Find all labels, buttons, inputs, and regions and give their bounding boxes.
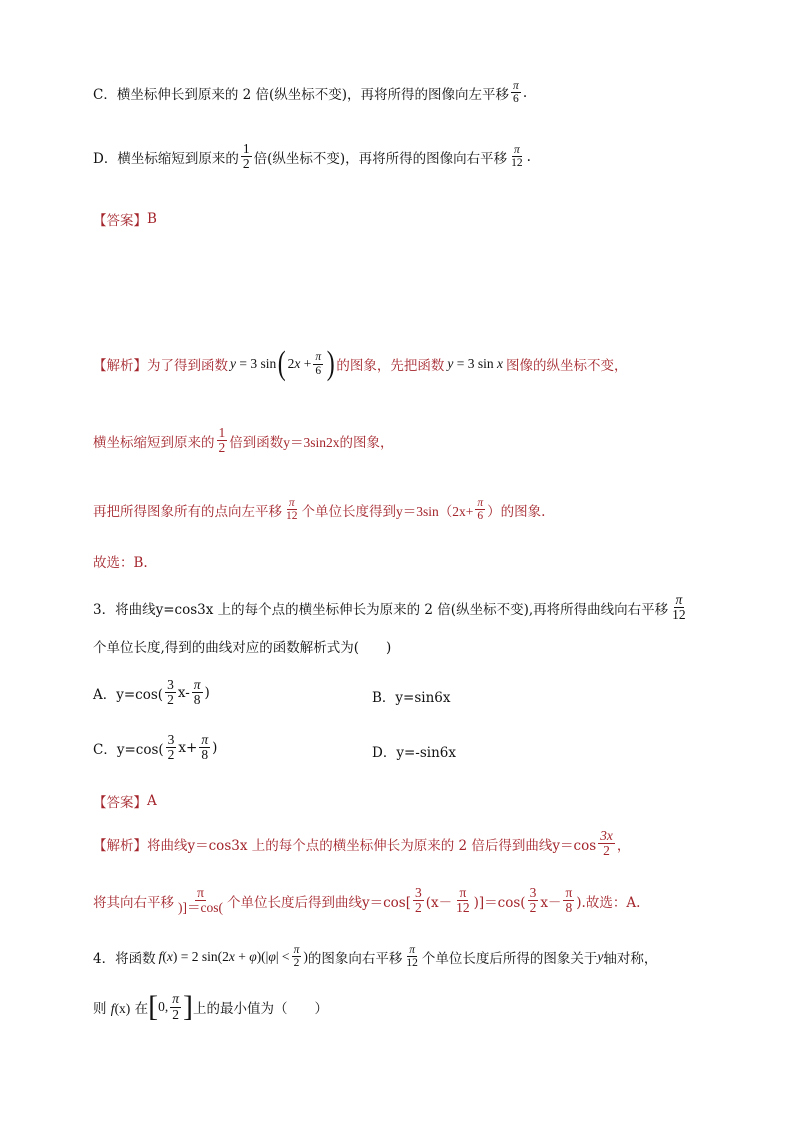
question-4-line-1: 4．将函数 f(x) = 2 sin(2x + φ)(|φ| < $\frac{\pi}{2}$ ) 的图象向右平移 $\frac{\pi}{12}$ 个单位长度后所得的图象关于 y 轴对称， xyxy=(93,944,658,970)
answer-3-label: 【答案】 A xyxy=(93,793,157,811)
question-3-line-2: 个单位长度,得到的曲线对应的函数解析式为( ) xyxy=(93,640,392,656)
analysis-3-line-2: 将其向右平移 $\frac{\pi}{)]=\cos(}$ 个单位长度后得到曲线y＝cos[ $\frac{3}{2}$ (x－ $\frac{\pi}{12}$ )]＝cos( $\frac{3}{2}$ x－ $\frac{\pi}{8}$ ).故选：A. xyxy=(93,885,641,916)
analysis-line-3: 再把所得图象所有的点向左平移 $\frac{\pi}{12}$ 个单位长度得到 y＝3sin（2x+ $\frac{\pi}{6}$ ）的图象. xyxy=(93,497,546,523)
analysis-3-line-1: 【解析】 将曲线y＝cos3x 上的每个点的横坐标伸长为原来的 2 倍后得到曲线y＝cos $\frac{3x}{2}$ ， xyxy=(93,828,631,859)
option-c-prev: C．横坐标伸长到原来的 2 倍(纵坐标不变)，再将所得的图像向左平移 $\frac{\pi}{6}$ . xyxy=(93,80,528,106)
question-3-line-1: 3．将曲线y=cos3x 上的每个点的横坐标伸长为原来的 2 倍(纵坐标不变),再将所得曲线向右平移 $\frac{\pi}{12}$ xyxy=(93,592,686,623)
q3-option-b: B．y=sin6x xyxy=(372,690,451,706)
fraction-pi-6: $\frac{\pi}{6}$ xyxy=(513,80,519,106)
choose-line: 故选：B. xyxy=(93,555,148,571)
analysis-line-2: 横坐标缩短到原来的 $\frac{1}{2}$ 倍到函数 y＝3sin2x 的图象， xyxy=(93,425,394,456)
analysis-line-1: 【解析】 为了得到函数 y = 3 sin ( 2x + $\frac{\pi}{6}$ ) 的图象，先把函数 y = 3 sin x 图像的纵坐标不变， xyxy=(93,345,628,382)
fraction-1-2: $\frac{1}{2}$ xyxy=(242,141,250,172)
q3-option-c: C．y=cos( $\frac{3}{2}$ x+ $\frac{\pi}{8}$ ) xyxy=(93,732,218,763)
q3-option-a: A．y=cos( $\frac{3}{2}$ x- $\frac{\pi}{8}$ ) xyxy=(93,677,210,708)
fraction-pi-12: $\frac{\pi}{12}$ xyxy=(511,144,523,170)
question-4-line-2: 则 f(x) 在 [ 0, $\frac{\pi}{2}$ ] 上的最小值为（ ） xyxy=(93,990,328,1023)
q3-option-d: D．y=-sin6x xyxy=(372,745,456,761)
answer-label: 【答案】 B xyxy=(93,211,157,229)
option-d-prev: D．横坐标缩短到原来的 $\frac{1}{2}$ 倍(纵坐标不变)，再将所得的图像向右平移 $\frac{\pi}{12}$ . xyxy=(93,141,531,172)
